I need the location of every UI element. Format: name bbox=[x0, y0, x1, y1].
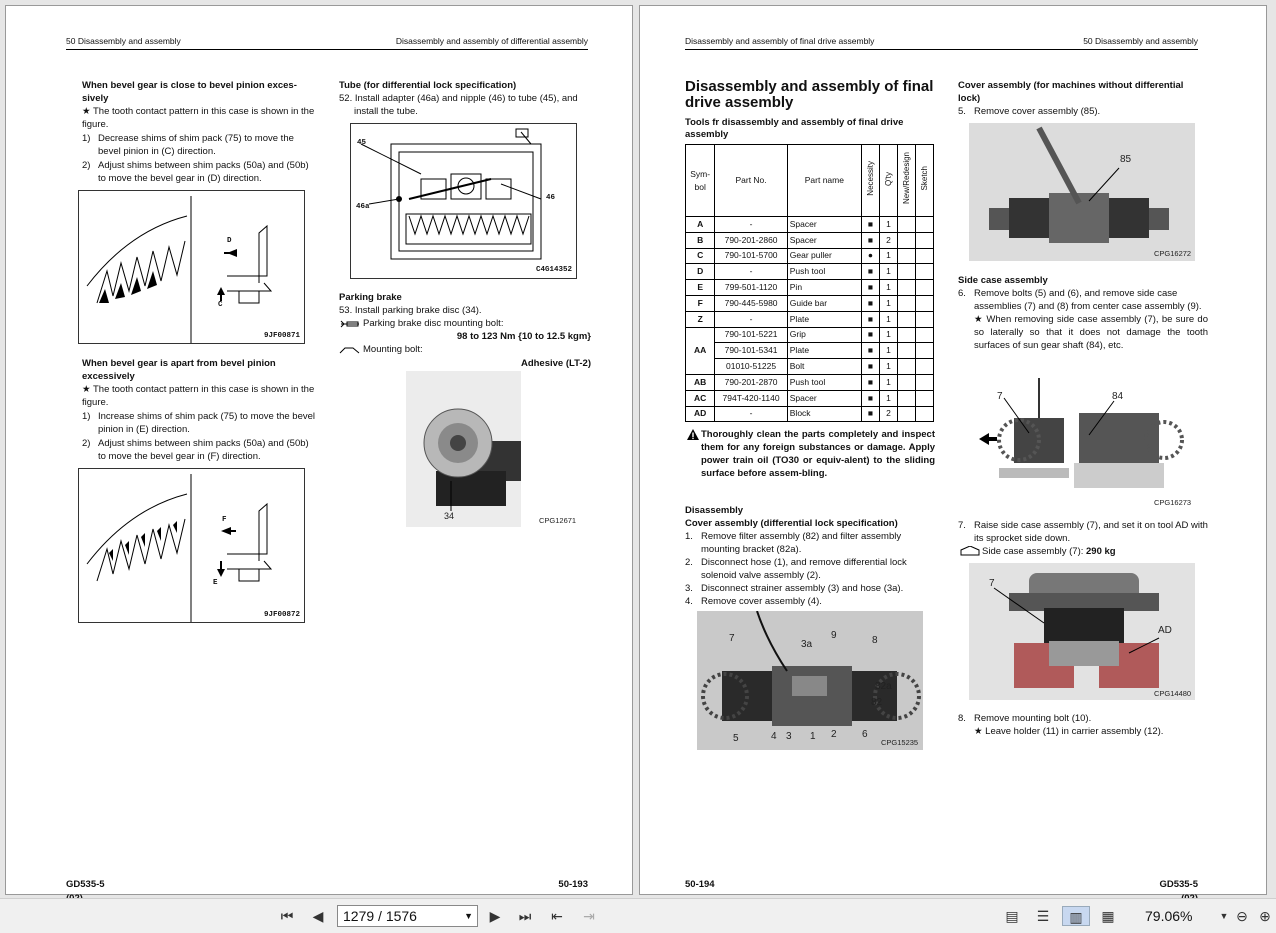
cell-empty bbox=[915, 406, 933, 422]
cell-qty: 1 bbox=[879, 343, 897, 359]
label-7: 7 bbox=[729, 633, 735, 644]
photo-code: CPG14480 bbox=[1154, 689, 1192, 698]
continuous-facing-view-icon[interactable]: ▦ bbox=[1101, 908, 1115, 924]
section-title: Parking brake bbox=[339, 292, 402, 303]
cell-necessity: ■ bbox=[861, 374, 879, 390]
zoom-dropdown-icon[interactable]: ▼ bbox=[1219, 911, 1229, 921]
cell-qty: 1 bbox=[879, 311, 897, 327]
cell-empty bbox=[915, 374, 933, 390]
figure-code: 9JF00871 bbox=[264, 332, 301, 340]
cell-empty bbox=[915, 264, 933, 280]
col-new-redesign: New/Redesign bbox=[901, 152, 911, 205]
step-4: Remove cover assembly (4). bbox=[701, 596, 822, 607]
label-84: 84 bbox=[1112, 391, 1124, 402]
step-7-block: 7. Raise side case assembly (7), and set it on tool AD with its sprocket side down. Side case assembly (7): 290 kg bbox=[958, 519, 1210, 558]
photo-code: CPG16272 bbox=[1154, 249, 1192, 258]
cell-empty bbox=[897, 327, 915, 343]
weight-icon bbox=[960, 546, 980, 556]
cell-necessity: ■ bbox=[861, 280, 879, 296]
table-row bbox=[686, 343, 934, 359]
cell-part-name: Gear puller bbox=[787, 248, 861, 264]
label-d: D bbox=[227, 237, 232, 245]
zoom-level[interactable]: 79.06% bbox=[1145, 908, 1193, 924]
cell-empty bbox=[915, 311, 933, 327]
last-page-icon[interactable]: ⏭ bbox=[518, 908, 532, 924]
cover-dl-photo bbox=[697, 611, 923, 750]
torque-value: 98 to 123 Nm {10 to 12.5 kgm} bbox=[456, 331, 591, 342]
section-title: When bevel gear is apart from bevel pinion excessively bbox=[82, 358, 276, 382]
go-back-view-icon[interactable]: ⇤ bbox=[551, 908, 563, 924]
cell-part-no: 799-501-1120 bbox=[715, 280, 787, 296]
step-8: Remove mounting bolt (10). bbox=[974, 713, 1092, 724]
cell-empty bbox=[915, 327, 933, 343]
footer-page-number: 50-193 bbox=[558, 879, 588, 890]
figure-code: 9JF00872 bbox=[264, 611, 301, 619]
cell-necessity: ● bbox=[861, 248, 879, 264]
table-row bbox=[686, 264, 934, 280]
page-title: Disassembly and assembly of final drive assembly bbox=[685, 78, 934, 111]
label-1: 1 bbox=[810, 731, 816, 742]
parking-brake-photo bbox=[406, 371, 521, 527]
disassembly-section: Disassembly Cover assembly (differential lock specification) 1. Remove filter assembly (82) and filter assembly mounting bracket (82a). 2. Disconnect hose (1), and remove differential lock solenoid valve assembly (2). 3. Disconnect strainer assembly (3) and hose (3a). 4. Remove cover assembly (4). bbox=[685, 504, 935, 608]
cell-part-no: - bbox=[715, 217, 787, 233]
step-2: Disconnect hose (1), and remove differential lock solenoid valve assembly (2). bbox=[701, 557, 907, 581]
table-row bbox=[686, 374, 934, 390]
cell-part-name: Spacer bbox=[787, 232, 861, 248]
section-tube bbox=[339, 79, 591, 118]
step-1: Decrease shims of shim pack (75) to move the bevel pinion in (C) direction. bbox=[98, 133, 294, 157]
label-46a: 46a bbox=[356, 203, 370, 211]
side-case-photo bbox=[969, 373, 1195, 510]
cell-part-name: Spacer bbox=[787, 217, 861, 233]
cell-necessity: ■ bbox=[861, 264, 879, 280]
cell-qty: 1 bbox=[879, 248, 897, 264]
page-50-194 bbox=[639, 5, 1267, 895]
table-row bbox=[686, 295, 934, 311]
label-45: 45 bbox=[357, 139, 367, 147]
header-title: Disassembly and assembly of differential assembly bbox=[395, 36, 588, 46]
viewer-toolbar bbox=[0, 898, 1276, 933]
label-f: F bbox=[222, 516, 227, 524]
label-8: 8 bbox=[872, 635, 878, 646]
cell-symbol: F bbox=[686, 295, 715, 311]
cell-empty bbox=[897, 359, 915, 375]
cell-necessity: ■ bbox=[861, 359, 879, 375]
cell-empty bbox=[897, 295, 915, 311]
cell-part-no: 790-201-2870 bbox=[715, 374, 787, 390]
label-34: 34 bbox=[444, 511, 455, 521]
col-symbol: Sym-bol bbox=[686, 145, 715, 217]
page-number-field[interactable]: 1279 / 1576 ▼ bbox=[337, 905, 478, 927]
col-sketch: Sketch bbox=[919, 166, 929, 191]
mounting-label: Mounting bolt: bbox=[363, 344, 423, 355]
label-5: 5 bbox=[733, 733, 739, 744]
label-3a: 3a bbox=[801, 639, 813, 650]
cell-symbol: AC bbox=[686, 390, 715, 406]
label-9: 9 bbox=[831, 630, 837, 641]
cell-qty: 1 bbox=[879, 280, 897, 296]
cell-part-no: 794T-420-1140 bbox=[715, 390, 787, 406]
zoom-out-icon[interactable]: ⊖ bbox=[1236, 908, 1248, 924]
section-bevel-apart: When bevel gear is apart from bevel pinion excessively ★ The tooth contact pattern in this case is shown in the figure. 1) Increase shims of shim pack (75) to move the bevel pinion in (E) direction. 2) Adjust shims between shim packs (50a) and (50b) to move the bevel gear in (F) direction. bbox=[82, 358, 316, 462]
cell-qty: 1 bbox=[879, 327, 897, 343]
facing-view-icon[interactable]: ▥ bbox=[1062, 906, 1090, 926]
label-46: 46 bbox=[546, 194, 556, 202]
first-page-icon[interactable]: ⏮ bbox=[280, 908, 294, 924]
note: ★ The tooth contact pattern in this case is shown in the figure. bbox=[82, 384, 315, 408]
cell-part-no: 01010-51225 bbox=[715, 359, 787, 375]
cell-part-no: 790-445-5980 bbox=[715, 295, 787, 311]
cell-empty bbox=[915, 359, 933, 375]
cell-necessity: ■ bbox=[861, 217, 879, 233]
section-parking-brake bbox=[339, 291, 591, 370]
cell-symbol: B bbox=[686, 232, 715, 248]
chevron-down-icon[interactable]: ▼ bbox=[464, 911, 473, 921]
cell-part-no: 790-101-5221 bbox=[715, 327, 787, 343]
cell-part-name: Push tool bbox=[787, 374, 861, 390]
cell-empty bbox=[915, 343, 933, 359]
cell-qty: 1 bbox=[879, 217, 897, 233]
adhesive-spec bbox=[339, 343, 591, 356]
note: ★ The tooth contact pattern in this case is shown in the figure. bbox=[82, 106, 315, 130]
disassembly-title: Disassembly bbox=[685, 505, 744, 516]
zoom-in-icon[interactable]: ⊕ bbox=[1259, 908, 1271, 924]
cell-empty bbox=[897, 217, 915, 233]
adhesive-value: Adhesive (LT-2) bbox=[520, 358, 591, 369]
footer-model: GD535-5 bbox=[66, 879, 105, 890]
cell-empty bbox=[897, 280, 915, 296]
cell-necessity: ■ bbox=[861, 390, 879, 406]
tooth-contact-figure-2 bbox=[78, 468, 305, 623]
cell-symbol: D bbox=[686, 264, 715, 280]
cell-symbol: E bbox=[686, 280, 715, 296]
continuous-view-icon[interactable]: ☰ bbox=[1036, 908, 1050, 924]
tube-figure bbox=[350, 123, 577, 279]
tools-section bbox=[685, 79, 935, 422]
cover-no-dl-section: Cover assembly (for machines without differential lock) 5. Remove cover assembly (85). bbox=[958, 79, 1208, 118]
step-8-note: ★ Leave holder (11) in carrier assembly (12). bbox=[974, 726, 1164, 737]
cover-dl-title: Cover assembly (differential lock specification) bbox=[685, 518, 898, 529]
single-page-view-icon[interactable]: ▤ bbox=[1005, 908, 1019, 924]
step-1: Remove filter assembly (82) and filter assembly mounting bracket (82a). bbox=[701, 531, 902, 555]
label-7: 7 bbox=[997, 391, 1003, 402]
tooth-contact-figure-1 bbox=[78, 190, 305, 344]
weight-spec bbox=[958, 545, 1210, 558]
step-7: Raise side case assembly (7), and set it on tool AD with its sprocket side down. bbox=[974, 520, 1208, 544]
cell-necessity: ■ bbox=[861, 232, 879, 248]
cell-necessity: ■ bbox=[861, 343, 879, 359]
cell-symbol: AA bbox=[686, 327, 715, 374]
label-e: E bbox=[213, 579, 218, 587]
cell-necessity: ■ bbox=[861, 406, 879, 422]
cell-qty: 1 bbox=[879, 390, 897, 406]
side-case-section: Side case assembly 6. Remove bolts (5) and (6), and remove side case assemblies (7) and (8) from center case assembly (9). ★ When removing side case assembly (7), be sure do so laterally so that it does not damage the tooth surfaces of sun gear shaft (84), etc. bbox=[958, 275, 1208, 351]
cell-empty bbox=[897, 390, 915, 406]
table-row bbox=[686, 248, 934, 264]
label-85: 85 bbox=[1120, 154, 1132, 165]
cell-empty bbox=[915, 295, 933, 311]
cell-part-name: Guide bar bbox=[787, 295, 861, 311]
table-row bbox=[686, 280, 934, 296]
side-case-title: Side case assembly bbox=[958, 275, 1048, 286]
step-1: Increase shims of shim pack (75) to move the bevel pinion in (E) direction. bbox=[98, 411, 316, 435]
cell-part-name: Block bbox=[787, 406, 861, 422]
label-4: 4 bbox=[771, 731, 777, 742]
cell-empty bbox=[897, 406, 915, 422]
cell-symbol: Z bbox=[686, 311, 715, 327]
label-7: 7 bbox=[989, 578, 995, 589]
page-50-193 bbox=[5, 5, 633, 895]
step-2: Adjust shims between shim packs (50a) and (50b) to move the bevel gear in (D) direction. bbox=[98, 160, 309, 184]
step-8-block: 8. Remove mounting bolt (10). ★ Leave holder (11) in carrier assembly (12). bbox=[958, 712, 1210, 738]
table-row bbox=[686, 359, 934, 375]
table-row bbox=[686, 327, 934, 343]
cell-empty bbox=[915, 280, 933, 296]
cell-part-name: Spacer bbox=[787, 390, 861, 406]
cell-empty bbox=[915, 248, 933, 264]
table-row bbox=[686, 406, 934, 422]
cell-necessity: ■ bbox=[861, 327, 879, 343]
cell-part-name: Push tool bbox=[787, 264, 861, 280]
label-ad: AD bbox=[1158, 625, 1172, 636]
cell-qty: 2 bbox=[879, 232, 897, 248]
label-c: C bbox=[218, 301, 223, 309]
adhesive-icon bbox=[339, 346, 361, 354]
go-forward-view-icon[interactable]: ⇥ bbox=[583, 908, 595, 924]
table-row bbox=[686, 232, 934, 248]
next-page-icon[interactable]: ▶ bbox=[489, 908, 501, 924]
footer-page-number: 50-194 bbox=[685, 879, 715, 890]
side-case-on-tool-photo bbox=[969, 563, 1195, 700]
header-title: Disassembly and assembly of final drive assembly bbox=[685, 36, 875, 46]
cell-empty bbox=[915, 390, 933, 406]
label-3: 3 bbox=[786, 731, 792, 742]
cell-symbol: AD bbox=[686, 406, 715, 422]
step-53: 53. Install parking brake disc (34). bbox=[339, 305, 482, 316]
col-part-no: Part No. bbox=[715, 145, 787, 217]
step-2: Adjust shims between shim packs (50a) and (50b) to move the bevel gear in (F) direction. bbox=[98, 438, 309, 462]
cell-qty: 1 bbox=[879, 359, 897, 375]
step-6: Remove bolts (5) and (6), and remove side case assemblies (7) and (8) from center case assembly (9). bbox=[974, 288, 1202, 312]
col-necessity: Necessity bbox=[865, 161, 875, 196]
warning-icon bbox=[687, 429, 699, 440]
cell-qty: 2 bbox=[879, 406, 897, 422]
label-82a: 82a bbox=[875, 681, 892, 692]
step-3: Disconnect strainer assembly (3) and hose (3a). bbox=[701, 583, 904, 594]
label-82: 82 bbox=[871, 697, 883, 708]
tools-title: Tools fr disassembly and assembly of final drive assembly bbox=[685, 117, 904, 140]
figure-code: C4G14352 bbox=[536, 266, 573, 274]
cell-qty: 1 bbox=[879, 374, 897, 390]
cover-assembly-photo bbox=[969, 123, 1195, 261]
cell-empty bbox=[897, 374, 915, 390]
table-row bbox=[686, 390, 934, 406]
cell-part-no: 790-101-5341 bbox=[715, 343, 787, 359]
cell-empty bbox=[915, 217, 933, 233]
section-bevel-close: When bevel gear is close to bevel pinion exces-sively ★ The tooth contact pattern in this case is shown in the figure. 1) Decrease shims of shim pack (75) to move the bevel pinion in (C) direction. 2) Adjust shims between shim packs (50a) and (50b) to move the bevel gear in (D) direction. bbox=[82, 80, 315, 184]
footer-model: GD535-5 bbox=[1159, 879, 1198, 890]
cell-part-no: 790-101-5700 bbox=[715, 248, 787, 264]
cell-empty bbox=[897, 232, 915, 248]
cell-symbol: A bbox=[686, 217, 715, 233]
step-52: 52. Install adapter (46a) and nipple (46) to tube (45), and install the tube. bbox=[339, 93, 578, 117]
table-row bbox=[686, 217, 934, 233]
photo-code: CPG15235 bbox=[881, 738, 919, 747]
tools-table bbox=[685, 144, 934, 422]
cell-part-name: Plate bbox=[787, 343, 861, 359]
step-5: Remove cover assembly (85). bbox=[974, 106, 1101, 117]
cell-part-no: - bbox=[715, 311, 787, 327]
cell-empty bbox=[915, 232, 933, 248]
cell-part-no: 790-201-2860 bbox=[715, 232, 787, 248]
header-section: 50 Disassembly and assembly bbox=[66, 36, 181, 46]
weight-label: Side case assembly (7): bbox=[982, 546, 1084, 557]
cell-empty bbox=[897, 264, 915, 280]
label-2: 2 bbox=[831, 729, 837, 740]
cell-part-no: - bbox=[715, 264, 787, 280]
previous-page-icon[interactable]: ◀ bbox=[312, 908, 324, 924]
cell-qty: 1 bbox=[879, 264, 897, 280]
cell-part-name: Pin bbox=[787, 280, 861, 296]
col-qty: Q'ty bbox=[883, 171, 893, 186]
photo-code: CPG16273 bbox=[1154, 498, 1192, 507]
page-header bbox=[685, 36, 1198, 50]
step-6-note: ★ When removing side case assembly (7), be sure do so laterally so that it does not damage the tooth surfaces of sun gear shaft (84), etc. bbox=[974, 314, 1208, 351]
cell-part-name: Plate bbox=[787, 311, 861, 327]
weight-value: 290 kg bbox=[1086, 546, 1116, 557]
torque-spec bbox=[339, 317, 591, 330]
cell-part-no: - bbox=[715, 406, 787, 422]
torque-label: Parking brake disc mounting bolt: bbox=[363, 318, 504, 329]
cell-necessity: ■ bbox=[861, 311, 879, 327]
cell-necessity: ■ bbox=[861, 295, 879, 311]
label-6: 6 bbox=[862, 729, 868, 740]
cell-part-name: Bolt bbox=[787, 359, 861, 375]
cell-empty bbox=[897, 311, 915, 327]
section-title: Tube (for differential lock specification) bbox=[339, 80, 517, 91]
table-row bbox=[686, 311, 934, 327]
wrench-icon bbox=[339, 320, 361, 328]
cell-empty bbox=[897, 343, 915, 359]
photo-code: CPG12671 bbox=[539, 516, 577, 525]
cell-empty bbox=[897, 248, 915, 264]
cover-no-dl-title: Cover assembly (for machines without differential lock) bbox=[958, 80, 1184, 104]
header-section: 50 Disassembly and assembly bbox=[1083, 36, 1198, 46]
col-part-name: Part name bbox=[787, 145, 861, 217]
section-title: When bevel gear is close to bevel pinion exces-sively bbox=[82, 80, 297, 104]
warning-note: Thoroughly clean the parts completely and inspect them for any foreign substances or damage. Apply power train oil (TO30 or equiv-alent) to the sliding surface before assem-bling. bbox=[685, 428, 935, 480]
cell-part-name: Grip bbox=[787, 327, 861, 343]
cell-qty: 1 bbox=[879, 295, 897, 311]
cell-symbol: AB bbox=[686, 374, 715, 390]
page-header bbox=[66, 36, 588, 50]
cell-symbol: C bbox=[686, 248, 715, 264]
